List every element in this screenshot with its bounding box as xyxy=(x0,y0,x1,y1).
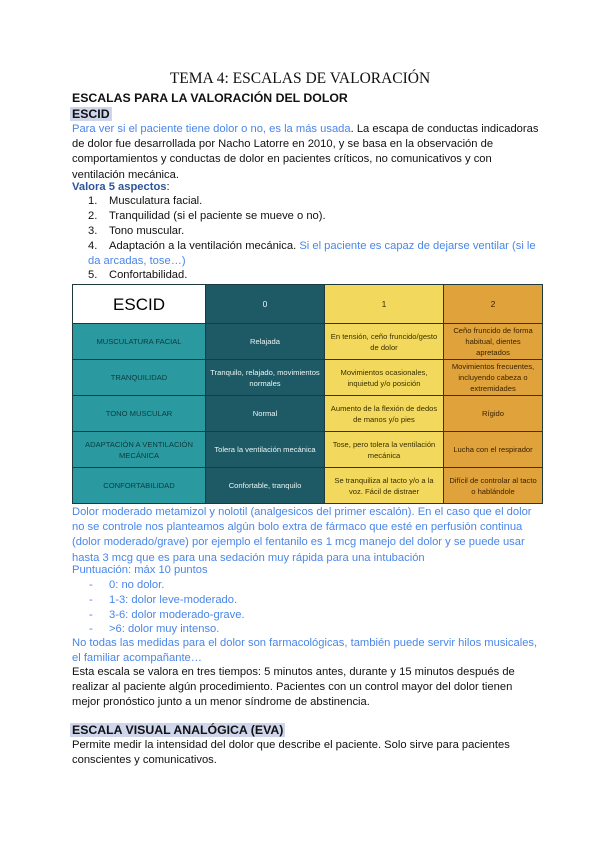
aspect-text: Adaptación a la ventilación mecánica. xyxy=(109,240,300,252)
aspect-text: Confortabilidad. xyxy=(109,269,188,281)
score-item xyxy=(89,593,237,608)
section-heading: ESCALAS PARA LA VALORACIÓN DEL DOLOR xyxy=(72,91,348,105)
aspect-note: Si el paciente es capaz de dejarse ventilar (si le da arcadas, tose…) xyxy=(88,240,536,267)
table-cell: CONFORTABILIDAD xyxy=(73,468,206,504)
table-row xyxy=(73,396,543,432)
table-cell: Difícil de controlar al tacto o hablándole xyxy=(444,468,543,504)
table-cell: Tolera la ventilación mecánica xyxy=(206,432,325,468)
aspect-number: 4. xyxy=(88,240,98,252)
table-header-row xyxy=(73,285,543,324)
score-item xyxy=(89,622,219,637)
aspect-number: 3. xyxy=(88,225,98,237)
table-cell: Tranquilo, relajado, movimientos normales xyxy=(206,360,325,396)
aspect-text: Musculatura facial. xyxy=(109,195,203,207)
table-cell: Movimientos ocasionales, inquietud y/o posición xyxy=(325,360,444,396)
score-title: Puntuación: máx 10 puntos xyxy=(72,564,208,576)
table-cell: Confortable, tranquilo xyxy=(206,468,325,504)
dash-bullet: - xyxy=(89,623,93,635)
table-header-cell: 0 xyxy=(206,285,325,324)
table-cell: Aumento de la flexión de dedos de manos y/o pies xyxy=(325,396,444,432)
aspect-item xyxy=(88,239,538,269)
table-cell: TRANQUILIDAD xyxy=(73,360,206,396)
table-cell: Normal xyxy=(206,396,325,432)
table-row xyxy=(73,324,543,360)
non-pharm-paragraph: No todas las medidas para el dolor son farmacológicas, también puede servir hilos musicales, el familiar acompañante… xyxy=(72,637,538,665)
score-text: >6: dolor muy intenso. xyxy=(109,623,220,635)
page-title: TEMA 4: ESCALAS DE VALORACIÓN xyxy=(169,70,431,87)
three-times-paragraph: Esta escala se valora en tres tiempos: 5 minutos antes, durante y 15 minutos después de realizar al paciente algún procedimiento. Pacientes con un control mayor del dolor tienen mejor pronóstico junto a un menor síndrome de abstinencia. xyxy=(72,666,515,709)
dash-bullet: - xyxy=(89,594,93,606)
aspect-item xyxy=(88,268,538,283)
intro-paragraph xyxy=(72,122,542,183)
table-cell: MUSCULATURA FACIAL xyxy=(73,324,206,360)
aspects-heading: Valora 5 aspectos xyxy=(72,181,167,193)
aspect-number: 5. xyxy=(88,269,98,281)
table-header-cell: ESCID xyxy=(73,285,206,324)
aspect-text: Tranquilidad (si el paciente se mueve o no). xyxy=(109,210,326,222)
table-header-cell: 1 xyxy=(325,285,444,324)
score-text: 1-3: dolor leve-moderado. xyxy=(109,594,238,606)
eva-heading: ESCALA VISUAL ANALÓGICA (EVA) xyxy=(72,723,284,737)
table-cell: Rígido xyxy=(444,396,543,432)
table-cell: Movimientos frecuentes, incluyendo cabeza o extremidades xyxy=(444,360,543,396)
dash-bullet: - xyxy=(89,579,93,591)
intro-highlight: Para ver si el paciente tiene dolor o no, es la más usada xyxy=(72,123,351,135)
aspect-item xyxy=(88,194,538,209)
score-item xyxy=(89,578,164,593)
table-cell: Relajada xyxy=(206,324,325,360)
table-cell: Se tranquiliza al tacto y/o a la voz. Fácil de distraer xyxy=(325,468,444,504)
escid-heading: ESCID xyxy=(72,107,110,121)
analgesia-paragraph: Dolor moderado metamizol y nolotil (analgesicos del primer escalón). En el caso que el dolor no se controle nos planteamos algún bolo extra de fármaco que esté en perfusión continua (dolor moderado/grave) por ejemplo el fentanilo es 1 mcg manejo del dolor y se puede usar hasta 3 mcg que es para una sedación muy rápida para una intubación xyxy=(72,506,532,564)
aspect-number: 1. xyxy=(88,195,98,207)
dash-bullet: - xyxy=(89,609,93,621)
aspects-heading-line xyxy=(72,180,542,195)
table-cell: Lucha con el respirador xyxy=(444,432,543,468)
aspect-item xyxy=(88,209,538,224)
aspect-number: 2. xyxy=(88,210,98,222)
score-text: 3-6: dolor moderado-grave. xyxy=(109,609,245,621)
table-cell: TONO MUSCULAR xyxy=(73,396,206,432)
table-cell: ADAPTACIÓN A VENTILACIÓN MECÁNICA xyxy=(73,432,206,468)
table-cell: Ceño fruncido de forma habitual, dientes apretados xyxy=(444,324,543,360)
escid-table xyxy=(72,284,543,504)
table-row xyxy=(73,468,543,504)
aspect-text: Tono muscular. xyxy=(109,225,185,237)
eva-paragraph: Permite medir la intensidad del dolor que describe el paciente. Solo sirve para pacientes conscientes y comunicativos. xyxy=(72,739,510,767)
table-cell: En tensión, ceño fruncido/gesto de dolor xyxy=(325,324,444,360)
table-row xyxy=(73,360,543,396)
eva-heading-line xyxy=(72,723,542,738)
score-text: 0: no dolor. xyxy=(109,579,165,591)
table-row xyxy=(73,432,543,468)
table-cell: Tose, pero tolera la ventilación mecánica xyxy=(325,432,444,468)
aspects-colon: : xyxy=(166,181,170,193)
table-header-cell: 2 xyxy=(444,285,543,324)
aspect-item xyxy=(88,224,538,239)
intro-text: . La escapa de conductas indicadoras de dolor fue desarrollada por Nacho Latorre en 2010, y se basa en la observación de comportamientos y conductas de dolor en pacientes críticos, no comunicativos y con ventilación mecánica. xyxy=(72,123,539,181)
escid-heading-line xyxy=(72,107,542,122)
score-item xyxy=(89,608,245,623)
